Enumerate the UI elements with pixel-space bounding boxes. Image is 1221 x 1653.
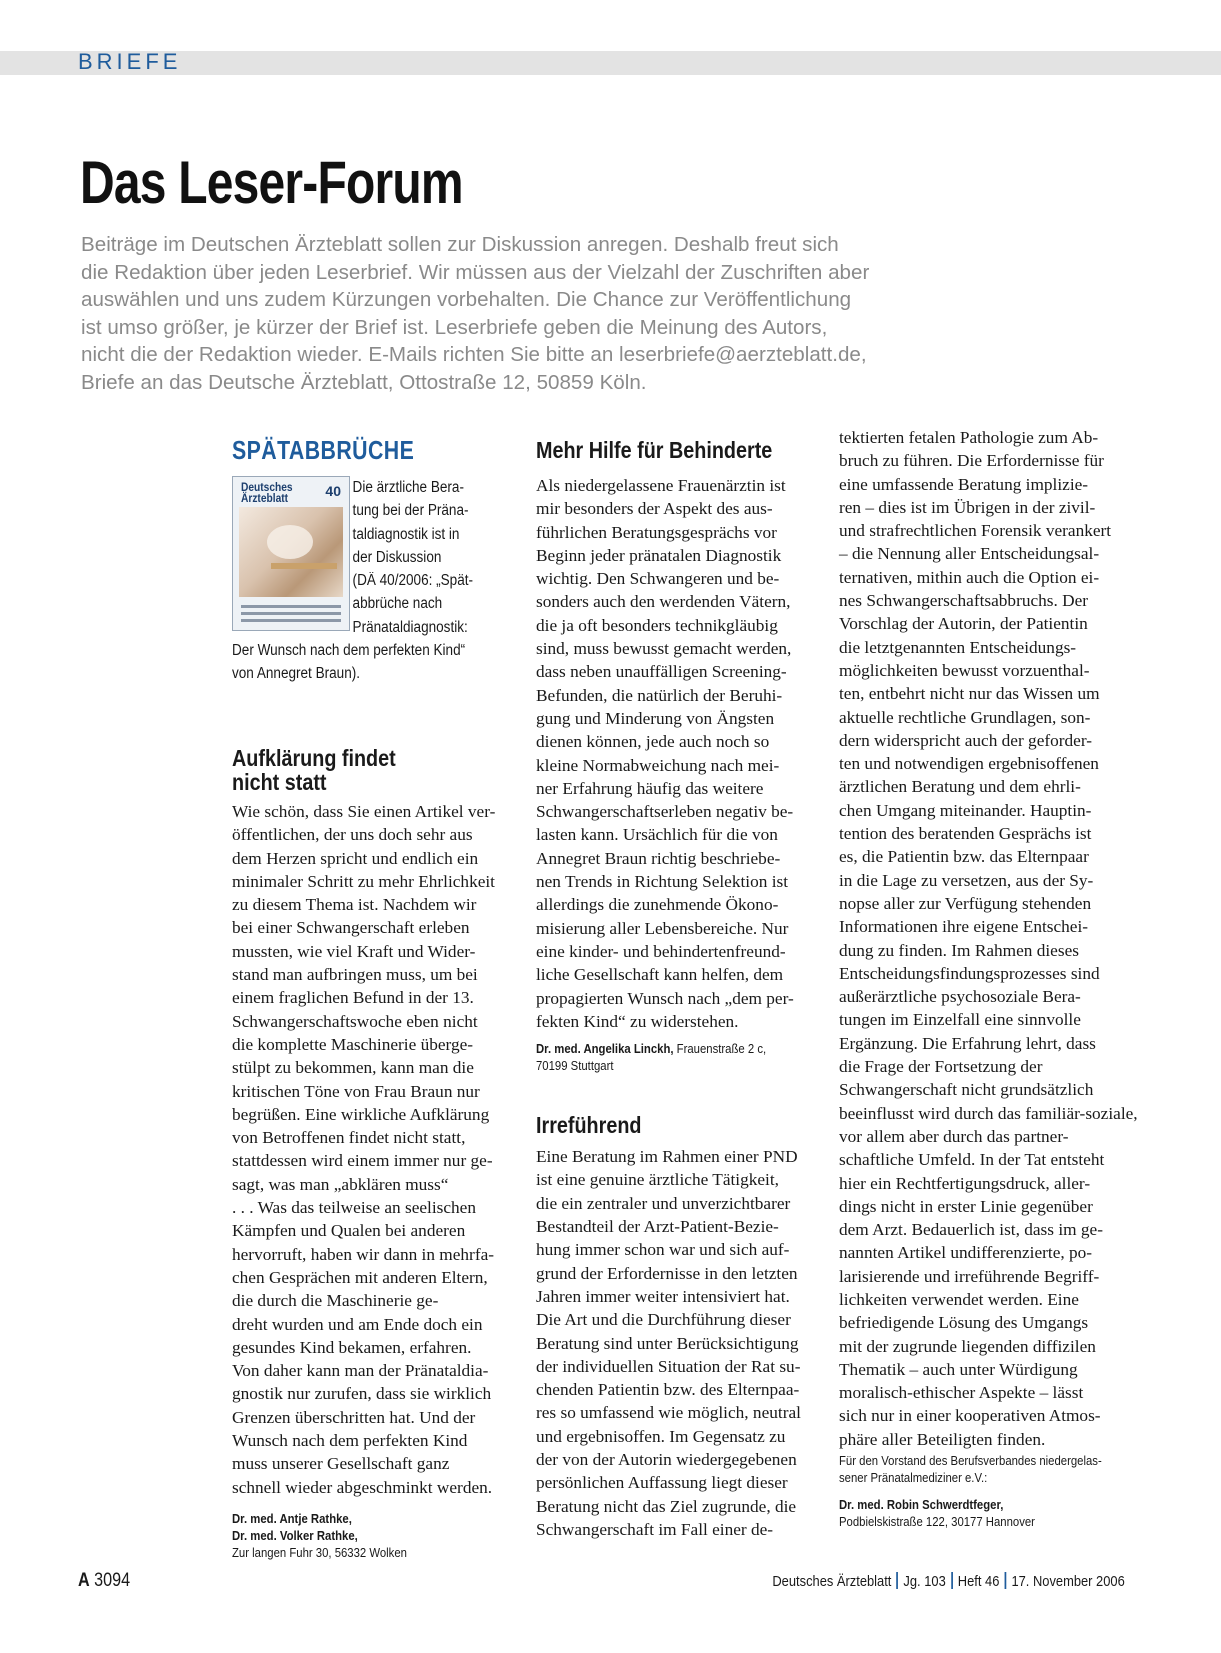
text-line: grund der Erfordernisse in den letzten [536,1263,798,1283]
text-line: Vorschlag der Autorin, der Patientin [839,614,1088,634]
text-line: ren – dies ist im Übrigen in der zivil- [839,497,1096,517]
text-line: Schwangerschaft im Fall einer de- [536,1519,774,1539]
text-line: mit der zugrunde liegenden diffizilen [839,1336,1096,1356]
text-line: Beratung sind unter Berücksichtigung [536,1333,799,1353]
text-line: gnostik nur zurufen, dass sie wirklich [232,1384,492,1404]
signature-name: Dr. med. Robin Schwerdtfeger, [839,1498,1004,1513]
text-line: Thematik – auch unter Würdigung [839,1359,1078,1379]
text-line: – die Nennung aller Entscheidungsal- [839,544,1100,564]
text-line: gung und Minderung von Ängsten [536,708,775,728]
reference-line: taldiagnostik ist in [352,525,460,543]
footer-date: 17. November 2006 [1011,1573,1125,1590]
text-line: Schwangerschaft nicht grundsätzlich [839,1080,1094,1100]
text-line: Beratung nicht das Ziel zugrunde, die [536,1496,797,1516]
text-line: der von der Autorin wiedergegebenen [536,1449,797,1469]
text-line: stand man aufbringen muss, um bei [232,965,478,985]
text-line: hung immer schon war und sich auf- [536,1240,790,1260]
letter-body-continued [839,426,1138,1451]
text-line: minimaler Schritt zu mehr Ehrlichkeit [232,871,495,891]
signature-address: Zur langen Fuhr 30, 56332 Wolken [232,1545,407,1560]
text-line: es, die Patientin bzw. das Elternpaar [839,847,1089,867]
text-line: hier ein Rechtfertigungsdruck, aller- [839,1173,1091,1193]
text-line: nannten Artikel undifferenzierte, po- [839,1243,1093,1263]
text-line: dung zu finden. Im Rahmen dieses [839,940,1079,960]
text-line: befriedigende Lösung des Umgangs [839,1313,1089,1333]
text-line: beeinflusst wird durch das familiär-soziale, [839,1103,1138,1123]
text-line: res so umfassend wie möglich, neutral [536,1403,801,1423]
text-line: eine kinder- und behindertenfreund- [536,941,786,961]
signature-name: Dr. med. Volker Rathke, [232,1528,358,1543]
text-line: Kämpfen und Qualen bei anderen [232,1221,466,1241]
cover-logo-line: Deutsches [241,480,293,494]
signature-line [536,1041,797,1058]
text-line: moralisch-ethischer Aspekte – lässt [839,1383,1084,1403]
reference-line: abbrüche nach [352,595,443,613]
intro-line: die Redaktion über jeden Leserbrief. Wir müssen aus der Vielzahl der Zuschriften aber [81,260,870,284]
folio-prefix: A [78,1570,90,1591]
letter-body [536,474,826,1033]
text-line: nen Trends in Richtung Selektion ist [536,872,789,892]
text-line: hervorruft, haben wir dann in mehrfa- [232,1244,494,1264]
text-line: sonders auch den werdenden Vätern, [536,592,791,612]
affiliation-line: sener Pränatalmediziner e.V.: [839,1471,988,1486]
text-line: tungen im Einzelfall eine sinnvolle [839,1010,1081,1030]
letter-headline [232,746,481,794]
text-line: misierung aller Lebensbereiche. Nur [536,918,789,938]
text-line: dem Arzt. Bedauerlich ist, dass im ge- [839,1220,1103,1240]
text-line: nopse aller zur Verfügung stehenden [839,893,1092,913]
text-line: tention des beratenden Gesprächs ist [839,824,1092,844]
text-line: chen Umgang miteinander. Hauptin- [839,800,1092,820]
reference-text [232,476,532,686]
signature-name: Dr. med. Antje Rathke, [232,1511,352,1526]
text-line: Ergänzung. Die Erfahrung lehrt, dass [839,1033,1096,1053]
section-bar [0,51,1221,75]
signature-address: Podbielskistraße 122, 30177 Hannover [839,1515,1035,1530]
text-line: propagierten Wunsch nach „dem per- [536,988,794,1008]
text-line: zu diesem Thema ist. Nachdem wir [232,895,477,915]
intro-line: ist umso größer, je kürzer der Brief ist. Leserbriefe geben die Meinung des Autors, [81,315,828,339]
text-line: die letztgenannten Entscheidungs- [839,637,1077,657]
text-line: die komplette Maschinerie überge- [232,1034,474,1054]
letter-headline: Mehr Hilfe für Behinderte [536,437,773,463]
text-line: sind, muss bewusst gemacht werden, [536,639,792,659]
text-line: außerärztliche psychosoziale Bera- [839,987,1081,1007]
text-line: nes Schwangerschaftsabbruchs. Der [839,591,1089,611]
text-line: eine umfassende Beratung implizie- [839,474,1089,494]
letter-affiliation [839,1453,1129,1487]
text-line: Als niedergelassene Frauenärztin ist [536,476,786,495]
text-line: allerdings die zunehmende Ökono- [536,895,779,915]
headline-line: Aufklärung findet [232,745,396,771]
text-line: muss unserer Gesellschaft ganz [232,1454,450,1474]
text-line: Beginn jeder pränatalen Diagnostik [536,545,782,565]
folio-page: 3094 [94,1570,131,1591]
reference-line: Der Wunsch nach dem perfekten Kind“ [232,642,466,660]
text-line: kleine Normabweichung nach mei- [536,755,780,775]
text-line: aktuelle rechtliche Grundlagen, son- [839,707,1091,727]
text-line: Entscheidungsfindungsprozesses sind [839,963,1100,983]
text-line: einem fraglichen Befund in der 13. [232,988,474,1008]
text-line: dienen können, jede auch noch so [536,732,770,752]
text-line: . . . Was das teilweise an seelischen [232,1198,476,1218]
text-line: lasten kann. Ursächlich für die von [536,825,778,845]
text-line: lichkeiten verwendet werden. Eine [839,1289,1079,1309]
text-line: bruch zu führen. Die Erfordernisse für [839,451,1104,471]
headline-line: nicht statt [232,769,327,795]
text-line: die Frage der Fortsetzung der [839,1057,1043,1077]
text-line: ärztlichen Beratung und dem ehrli- [839,777,1081,797]
text-line: phäre aller Beteiligten finden. [839,1429,1046,1449]
text-line: Schwangerschaftserleben negativ be- [536,802,794,822]
footer-issue: Heft 46 [958,1573,1000,1590]
text-line: Befunden, die natürlich der Beruhi- [536,685,783,705]
reference-line: Pränataldiagnostik: [352,618,468,636]
text-line: bei einer Schwangerschaft erleben [232,918,470,938]
intro-line: auswählen und uns zudem Kürzungen vorbehalten. Die Chance zur Veröffentlichung [81,288,852,311]
letter-signature [536,1041,826,1075]
page-footer [773,1572,1125,1590]
reference-line: tung bei der Präna- [352,502,469,520]
text-line: Schwangerschaftswoche eben nicht [232,1011,478,1031]
text-line: Eine Beratung im Rahmen einer PND [536,1147,798,1167]
text-line: ternativen, mithin auch die Option ei- [839,567,1100,587]
text-line: schnell wieder abgeschminkt werden. [232,1477,493,1497]
intro-line: nicht die der Redaktion wieder. E-Mails richten Sie bitte an leserbriefe@aerzteblatt.de, [81,343,867,366]
text-line: gesundes Kind bekamen, erfahren. [232,1337,472,1357]
letter-signature [839,1497,1129,1531]
intro-line: Beiträge im Deutschen Ärzteblatt sollen zur Diskussion anregen. Deshalb freut sich [81,233,839,256]
text-line: mussten, wie viel Kraft und Wider- [232,941,476,961]
text-line: und strafrechtlichen Forensik verankert [839,521,1112,541]
text-line: tektierten fetalen Pathologie zum Ab- [839,428,1099,447]
section-label: BRIEFE [78,49,182,74]
text-line: Wie schön, dass Sie einen Artikel ver- [232,802,496,821]
page-folio [78,1570,130,1592]
text-line: liche Gesellschaft kann helfen, dem [536,965,784,985]
text-line: Die Art und die Durchführung dieser [536,1310,791,1330]
letter-headline: Irreführend [536,1112,642,1139]
cover-logo-line: Ärzteblatt [241,491,289,505]
letter-signature [232,1511,522,1562]
text-line: Wunsch nach dem perfekten Kind [232,1431,468,1451]
text-line: ten und notwendigen ergebnisoffenen [839,754,1099,774]
intro-paragraph [81,231,1001,396]
text-line: in die Lage zu versetzen, aus der Sy- [839,870,1094,890]
column-3 [839,426,1138,1531]
text-line: fekten Kind“ zu widerstehen. [536,1011,739,1031]
column-2 [536,432,826,1541]
text-line: von Betroffenen findet nicht statt, [232,1128,466,1148]
intro-line: Briefe an das Deutsche Ärzteblatt, Ottostraße 12, 50859 Köln. [81,370,647,394]
text-line: Annegret Braun richtig beschriebe- [536,848,781,868]
text-line: dem Herzen spricht und endlich ein [232,848,479,868]
page-title: Das Leser-Forum [80,149,463,216]
text-line: chen Gesprächen mit anderen Eltern, [232,1267,488,1287]
text-line: Jahren immer weiter intensiviert hat. [536,1286,790,1306]
text-line: stattdessen wird einem immer nur ge- [232,1151,493,1171]
text-line: chenden Patientin bzw. des Elternpaa- [536,1380,800,1400]
affiliation-line: Für den Vorstand des Berufsverbandes niedergelas- [839,1454,1102,1469]
signature-address: Frauenstraße 2 c, [676,1042,767,1057]
text-line: dreht wurden und am Ende doch ein [232,1314,483,1334]
text-line: stülpt zu bekommen, kann man die [232,1058,474,1078]
text-line: Grenzen überschritten hat. Und der [232,1407,476,1427]
text-line: Informationen ihre eigene Entschei- [839,917,1089,937]
reference-line: (DÄ 40/2006: „Spät- [352,572,474,590]
text-line: die ein zentraler und unverzichtbarer [536,1193,791,1213]
text-line: wichtig. Den Schwangeren und be- [536,569,780,589]
text-line: ner Erfahrung häufig das weitere [536,778,764,798]
column-1 [232,432,522,1562]
letter-body [232,800,522,1499]
text-line: dern widerspricht auch der geforder- [839,730,1092,750]
signature-address: 70199 Stuttgart [536,1059,614,1074]
text-line: Bestandteil der Arzt-Patient-Bezie- [536,1217,779,1237]
reference-line: Die ärztliche Bera- [352,479,464,496]
letter-body [536,1145,826,1541]
text-line: larisierende und irreführende Begriff- [839,1266,1100,1286]
signature-name: Dr. med. Angelika Linckh, [536,1042,674,1057]
article-reference [232,476,522,746]
text-line: Von daher kann man der Pränataldia- [232,1361,489,1381]
text-line: mir besonders der Aspekt des aus- [536,499,773,519]
text-line: der individuellen Situation der Rat su- [536,1356,801,1376]
text-line: ist eine genuine ärztliche Tätigkeit, [536,1170,779,1190]
text-line: vor allem aber durch das partner- [839,1126,1069,1146]
text-line: persönlichen Auffassung liegt dieser [536,1473,788,1493]
text-line: führlichen Beratungsgesprächs vor [536,522,777,542]
text-line: und ergebnisoffen. Im Gegensatz zu [536,1426,786,1446]
text-line: die ja oft besonders technikgläubig [536,615,778,635]
text-line: dings nicht in erster Linie gegenüber [839,1196,1093,1216]
footer-journal: Deutsches Ärzteblatt [772,1573,892,1590]
reference-line: der Diskussion [352,548,442,566]
text-line: begrüßen. Eine wirkliche Aufklärung [232,1104,490,1124]
cover-issue-number: 40 [325,483,341,499]
text-line: sich nur in einer kooperativen Atmos- [839,1406,1101,1426]
text-line: die durch die Maschinerie ge- [232,1291,439,1311]
text-line: sagt, was man „abklären muss“ [232,1174,449,1194]
text-line: kritischen Töne von Frau Braun nur [232,1081,480,1101]
topic-kicker: SPÄTABBRÜCHE [232,435,415,465]
text-line: dass neben unauffälligen Screening- [536,662,787,682]
text-line: öffentlichen, der uns doch sehr aus [232,825,473,845]
text-line: ten, entbehrt nicht nur das Wissen um [839,684,1100,704]
reference-line: von Annegret Braun). [232,665,360,683]
footer-volume: Jg. 103 [903,1573,947,1590]
text-line: schaftliche Umfeld. In der Tat entsteht [839,1150,1105,1170]
text-line: möglichkeiten bewusst vorzuenthal- [839,660,1090,680]
